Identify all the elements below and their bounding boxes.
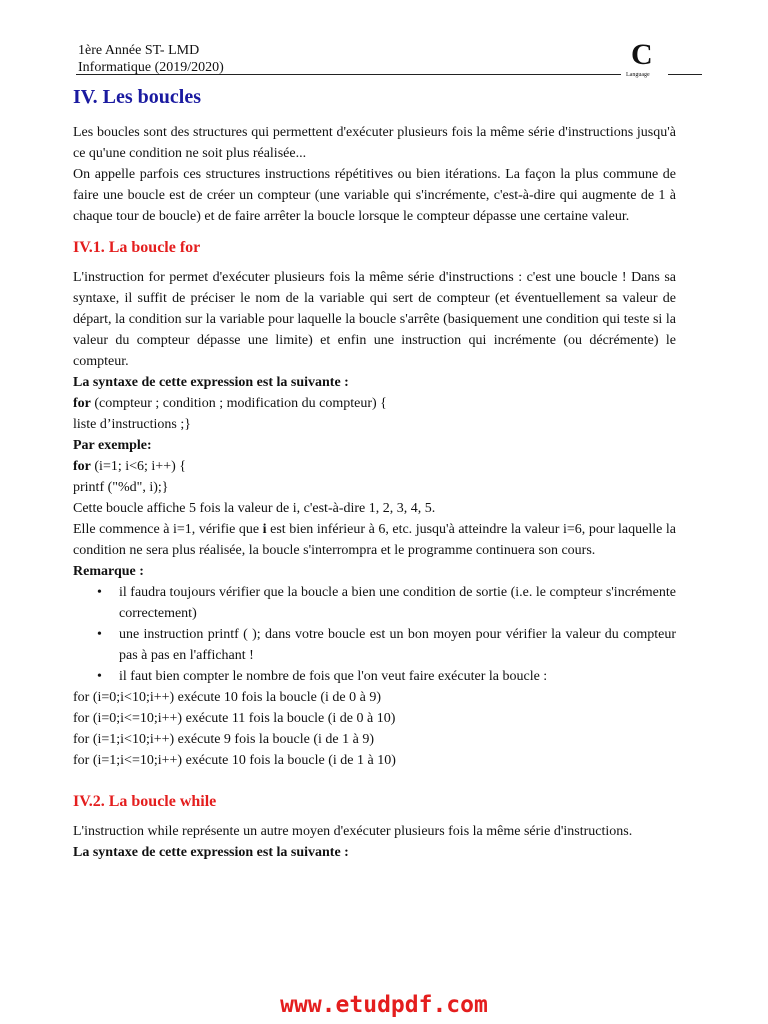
header-course: 1ère Année ST- LMD xyxy=(78,43,200,58)
loop-example: for (i=1;i<=10;i++) exécute 10 fois la boucle (i de 1 à 10) xyxy=(73,753,396,768)
paragraph: Cette boucle affiche 5 fois la valeur de i, c'est-à-dire 1, 2, 3, 4, 5. xyxy=(73,501,436,516)
list-item xyxy=(97,624,676,666)
footer-watermark: www.etudpdf.com xyxy=(280,992,488,1018)
main-content xyxy=(73,84,676,863)
header-divider xyxy=(76,74,621,75)
syntax-line: liste d’instructions ;} xyxy=(73,417,191,432)
section-title-boucles: IV. Les boucles xyxy=(73,86,201,108)
text-run: Elle commence à i=1, vérifie que xyxy=(73,522,263,537)
spacer xyxy=(73,771,676,781)
code-line xyxy=(73,456,676,477)
loop-example: for (i=0;i<10;i++) exécute 10 fois la boucle (i de 0 à 9) xyxy=(73,690,381,705)
bullet-icon: • xyxy=(97,585,102,600)
section-title-while: IV.2. La boucle while xyxy=(73,793,217,810)
for-keyword: for xyxy=(73,396,91,411)
c-language-logo-caption: Language xyxy=(626,72,650,78)
variable-i: i xyxy=(262,522,267,537)
syntax-label: La syntaxe de cette expression est la suivante : xyxy=(73,845,349,860)
remark-list xyxy=(73,582,676,687)
header-divider-right xyxy=(668,74,702,75)
paragraph: On appelle parfois ces structures instructions répétitives ou bien itérations. La façon la plus commune de faire une boucle est de créer un compteur (une variable qui s'incrémente, c'est-à-dire qui augmente de 1 à chaque tour de boucle) et de faire arrêter la boucle lorsque le compteur dépasse une certaine valeur. xyxy=(73,167,676,224)
for-keyword: for xyxy=(73,459,91,474)
loop-example: for (i=0;i<=10;i++) exécute 11 fois la boucle (i de 0 à 10) xyxy=(73,711,396,726)
section-title-for: IV.1. La boucle for xyxy=(73,239,201,256)
paragraph: L'instruction for permet d'exécuter plusieurs fois la même série d'instructions : c'est une boucle ! Dans sa syntaxe, il suffit de préciser le nom de la variable qui sert de compteur (et éventuellement sa valeur de départ, la condition sur la variable pour laquelle la boucle s'arrête (basiquement une condition qui teste si la valeur du compteur dépasse une limite) et enfin une instruction qui incrémente (ou décrémente) le compteur. xyxy=(73,270,676,369)
c-language-logo: C xyxy=(631,38,653,71)
bullet-icon: • xyxy=(97,627,102,642)
page-header xyxy=(78,42,224,76)
example-label: Par exemple: xyxy=(73,438,152,453)
text-run: est bien inférieur à 6, etc. jusqu'à atteindre la valeur i=6, pour laquelle la condition ne sera plus réalisée, la boucle s'interrompra et le programme continuera son cours. xyxy=(73,522,676,558)
bullet-icon: • xyxy=(97,669,102,684)
paragraph: Les boucles sont des structures qui permettent d'exécuter plusieurs fois la même série d'instructions jusqu'à ce qu'une condition ne soit plus réalisée... xyxy=(73,125,676,161)
header-subject: Informatique (2019/2020) xyxy=(78,60,224,75)
syntax-line xyxy=(73,393,676,414)
list-item xyxy=(97,666,676,687)
code-line: printf ("%d", i);} xyxy=(73,480,169,495)
syntax-label: La syntaxe de cette expression est la suivante : xyxy=(73,375,349,390)
syntax-line-rest: (compteur ; condition ; modification du compteur) { xyxy=(90,396,387,411)
list-item xyxy=(97,582,676,624)
remark-label: Remarque : xyxy=(73,564,144,579)
paragraph: L'instruction while représente un autre moyen d'exécuter plusieurs fois la même série d'instructions. xyxy=(73,824,633,839)
paragraph xyxy=(73,519,676,561)
loop-example: for (i=1;i<10;i++) exécute 9 fois la boucle (i de 1 à 9) xyxy=(73,732,374,747)
code-line-rest: (i=1; i<6; i++) { xyxy=(90,459,186,474)
list-item-text: une instruction printf ( ); dans votre boucle est un bon moyen pour vérifier la valeur du compteur pas à pas en l'affichant ! xyxy=(119,627,676,663)
list-item-text: il faut bien compter le nombre de fois que l'on veut faire exécuter la boucle : xyxy=(119,669,548,684)
list-item-text: il faudra toujours vérifier que la boucle a bien une condition de sortie (i.e. le compteur s'incrémente correctement) xyxy=(119,585,676,621)
